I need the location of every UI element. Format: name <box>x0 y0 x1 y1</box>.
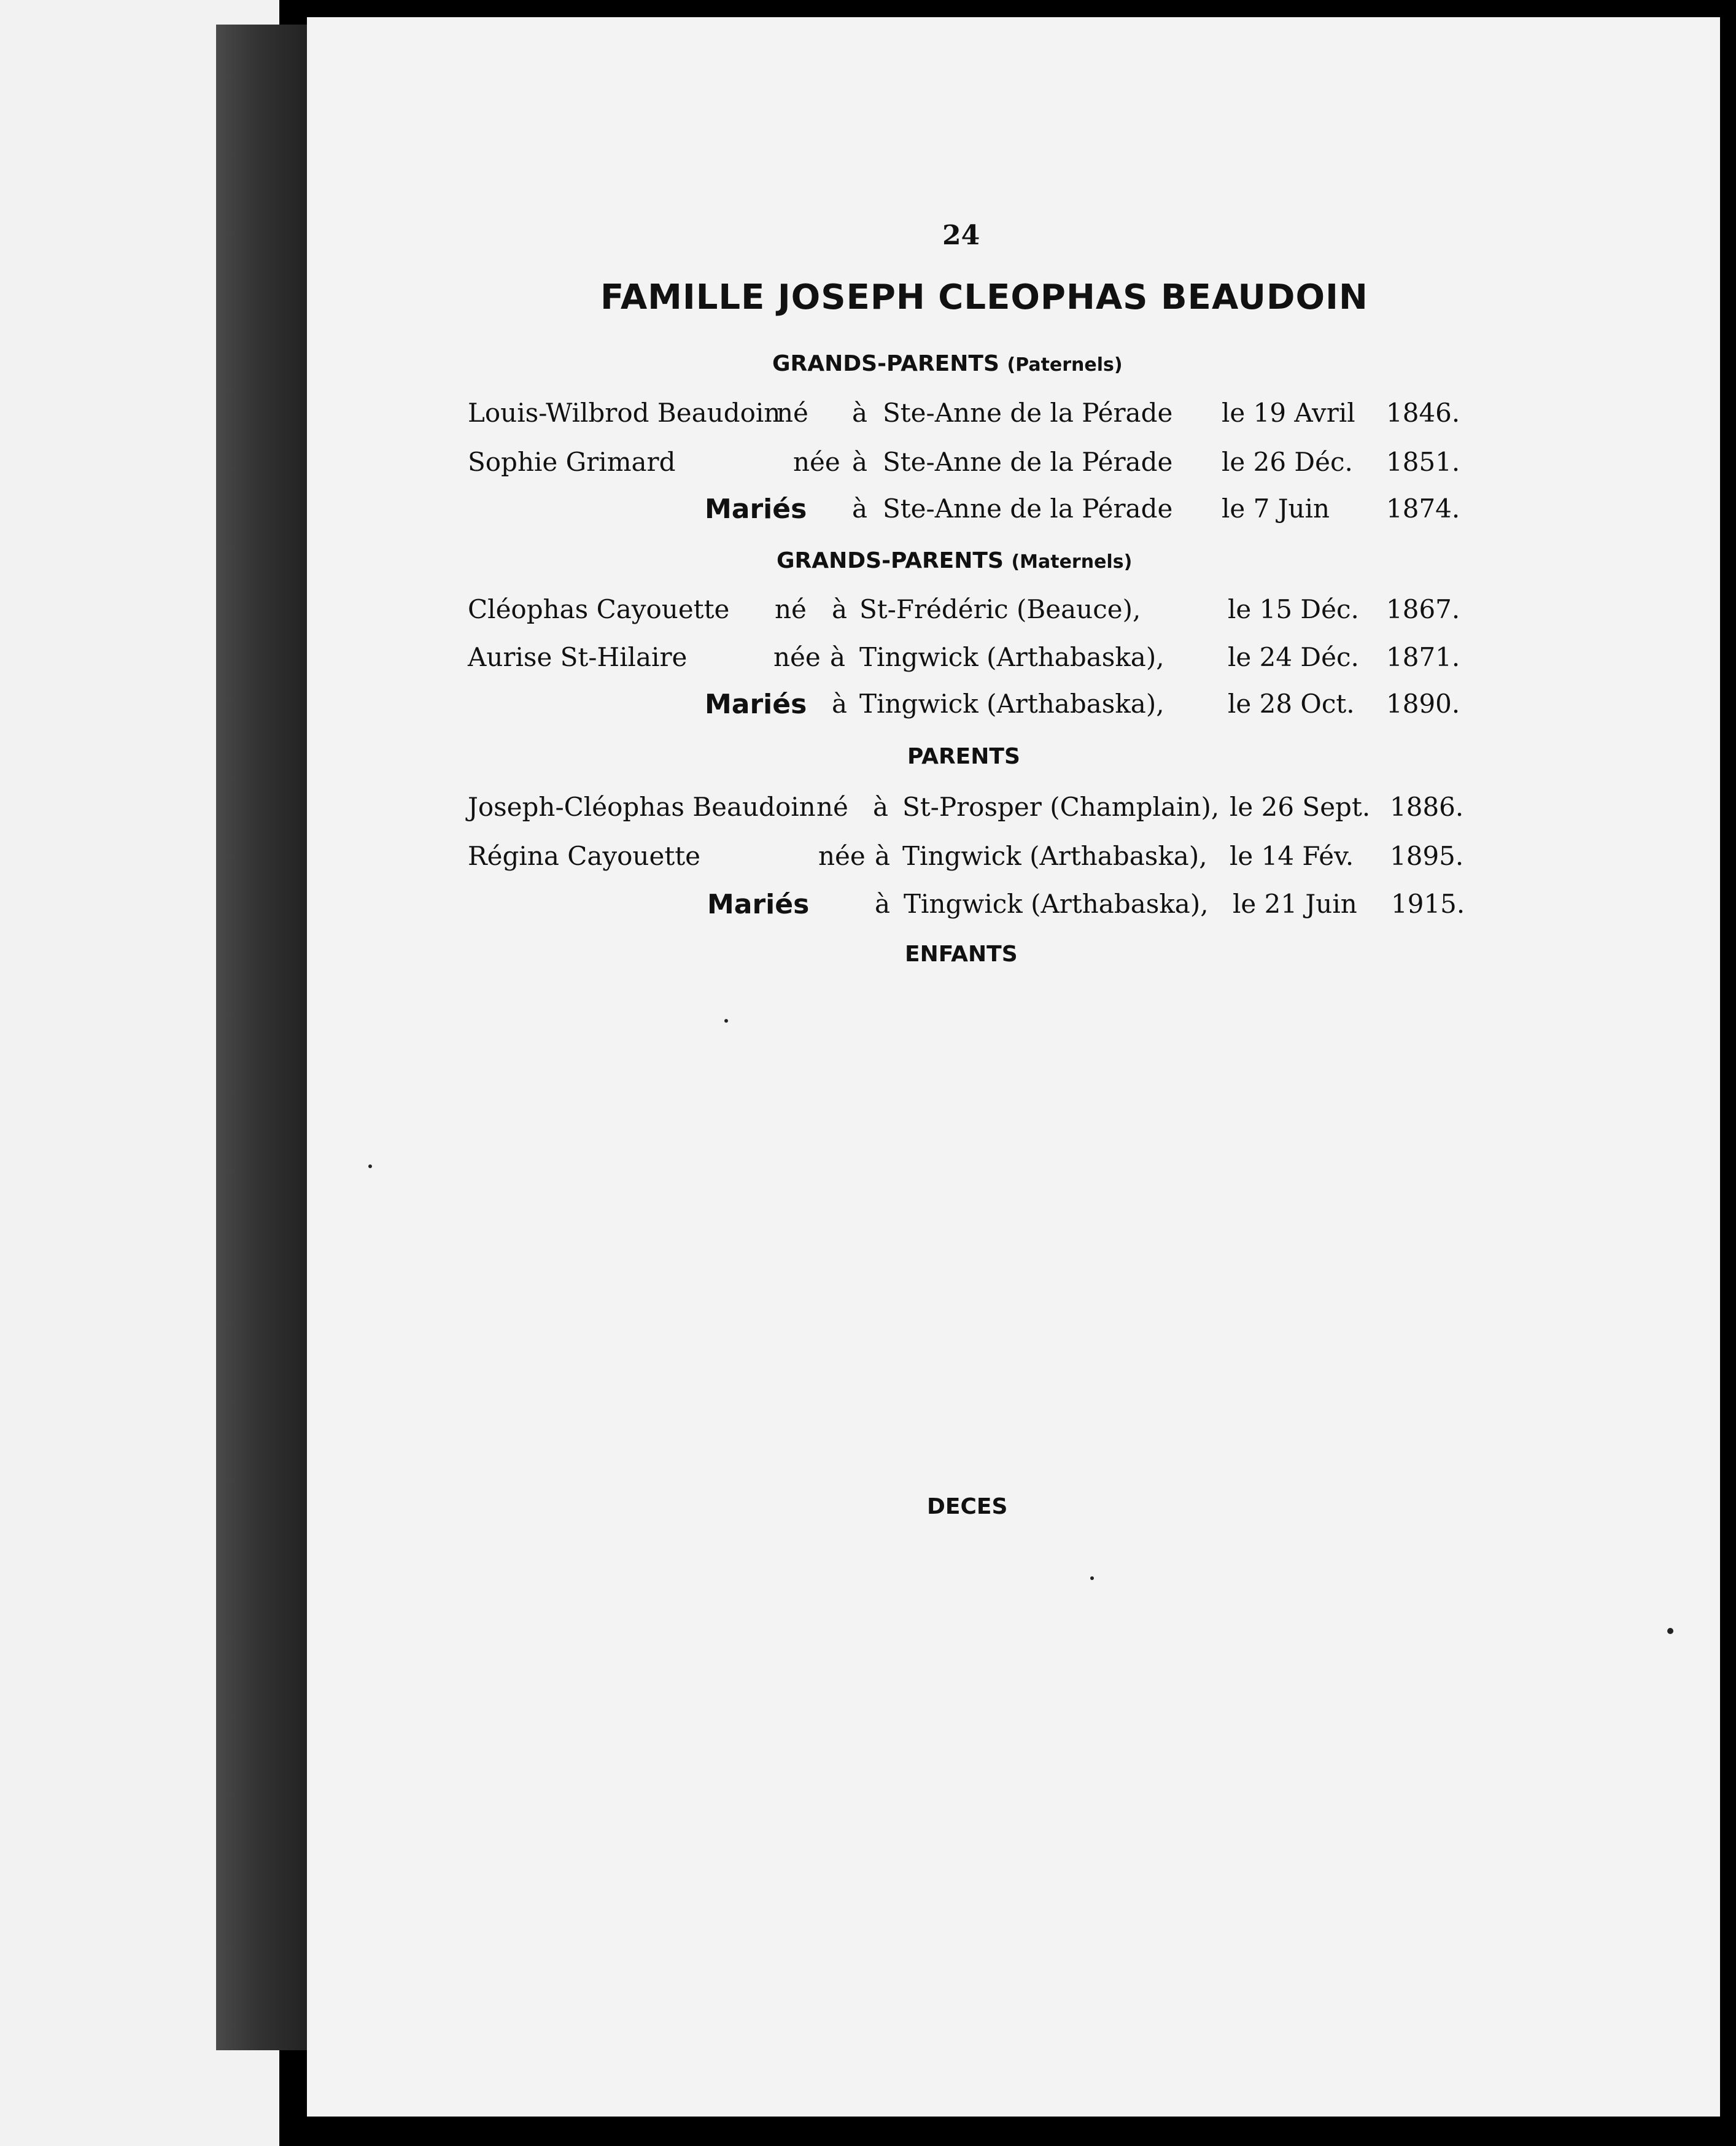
married-label: Mariés <box>705 689 807 720</box>
section-label: GRANDS-PARENTS <box>772 351 999 376</box>
date: le 26 Sept. <box>1230 792 1371 822</box>
married-label: Mariés <box>705 494 807 525</box>
preposition: à <box>875 889 891 919</box>
birth-status: née <box>773 642 821 672</box>
year: 1895. <box>1390 841 1464 871</box>
preposition: à <box>852 447 868 477</box>
scan-speck <box>724 1019 728 1023</box>
section-heading-parents: PARENTS <box>907 744 1020 769</box>
scan-speck <box>1667 1628 1673 1634</box>
document-page <box>307 17 1720 2117</box>
page-number: 24 <box>942 220 980 251</box>
date: le 26 Déc. <box>1222 447 1353 477</box>
date: le 19 Avril <box>1222 398 1355 428</box>
birth-status: née <box>793 447 840 477</box>
scan-speck <box>1090 1576 1094 1580</box>
place: Ste-Anne de la Pérade <box>883 398 1173 428</box>
place: Tingwick (Arthabaska), <box>902 841 1207 871</box>
year: 1890. <box>1386 689 1460 719</box>
place: Tingwick (Arthabaska), <box>859 689 1164 719</box>
section-heading-paternal <box>772 351 1123 376</box>
date: le 15 Déc. <box>1228 594 1359 624</box>
preposition: à <box>832 594 848 624</box>
section-heading-children: ENFANTS <box>905 942 1018 967</box>
year: 1915. <box>1391 889 1465 919</box>
person-name: Régina Cayouette <box>468 841 700 871</box>
year: 1851. <box>1386 447 1460 477</box>
date: le 24 Déc. <box>1228 642 1359 672</box>
place: Ste-Anne de la Pérade <box>883 494 1173 524</box>
date: le 28 Oct. <box>1228 689 1355 719</box>
preposition: à <box>830 642 846 672</box>
section-heading-maternal <box>777 548 1132 573</box>
person-name: Louis-Wilbrod Beaudoin <box>468 398 781 428</box>
book-binding <box>216 25 308 2050</box>
year: 1871. <box>1386 642 1460 672</box>
preposition: à <box>875 841 891 871</box>
person-name: Aurise St-Hilaire <box>468 642 688 672</box>
section-heading-deaths: DECES <box>927 1494 1008 1519</box>
married-label: Mariés <box>707 889 810 920</box>
year: 1874. <box>1386 494 1460 524</box>
preposition: à <box>832 689 848 719</box>
section-sub-label: (Maternels) <box>1011 551 1133 573</box>
year: 1867. <box>1386 594 1460 624</box>
preposition: à <box>852 398 868 428</box>
birth-status: né <box>775 594 807 624</box>
scan-speck <box>368 1164 372 1168</box>
person-name: Joseph-Cléophas Beaudoin <box>468 792 816 822</box>
preposition: à <box>852 494 868 524</box>
place: Tingwick (Arthabaska), <box>859 642 1164 672</box>
birth-status: né <box>777 398 808 428</box>
place: St-Frédéric (Beauce), <box>859 594 1141 624</box>
place: Ste-Anne de la Pérade <box>883 447 1173 477</box>
place: St-Prosper (Champlain), <box>902 792 1220 822</box>
year: 1886. <box>1390 792 1464 822</box>
preposition: à <box>873 792 889 822</box>
section-sub-label: (Paternels) <box>1007 354 1123 376</box>
person-name: Cléophas Cayouette <box>468 594 730 624</box>
section-label: GRANDS-PARENTS <box>777 548 1004 573</box>
page-title: FAMILLE JOSEPH CLEOPHAS BEAUDOIN <box>600 277 1368 317</box>
birth-status: né <box>816 792 848 822</box>
place: Tingwick (Arthabaska), <box>904 889 1209 919</box>
date: le 21 Juin <box>1233 889 1357 919</box>
birth-status: née <box>818 841 866 871</box>
date: le 7 Juin <box>1222 494 1330 524</box>
person-name: Sophie Grimard <box>468 447 676 477</box>
year: 1846. <box>1386 398 1460 428</box>
date: le 14 Fév. <box>1230 841 1354 871</box>
